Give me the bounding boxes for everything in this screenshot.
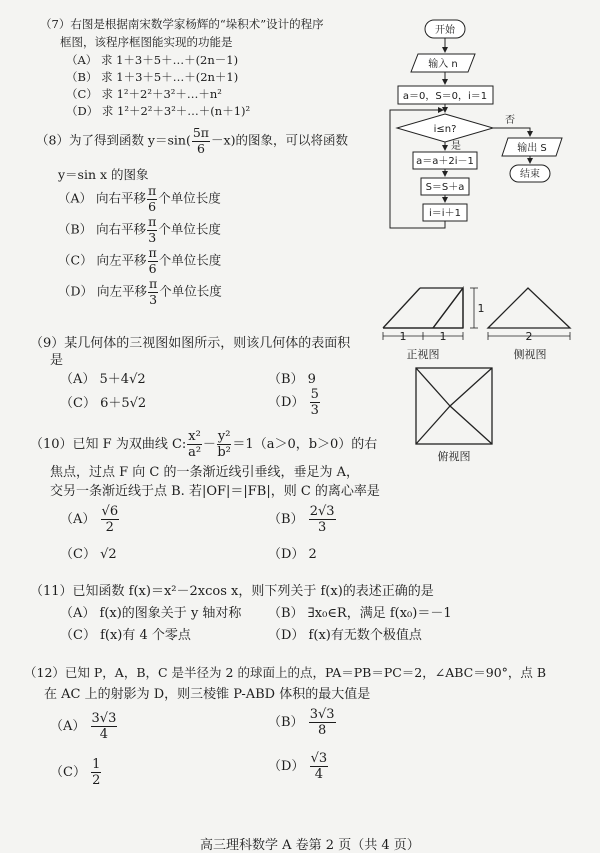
q8-stem: （8）为了得到函数 y＝sin( $\frac{5\pi}{6}$ －x)的图象，可以将函数	[36, 125, 348, 156]
flowchart	[380, 10, 595, 235]
q8-option-d: （D） 向左平移 $\frac{\pi}{3}$ 个单位长度	[58, 276, 222, 307]
q12-option-b: （B） $\frac{3√3}{8}$	[268, 707, 335, 738]
q10-stem-line3: 交另一条渐近线于点 B. 若|OF|＝|FB|，则 C 的离心率是	[50, 484, 380, 499]
q7-stem-line1: （7）右图是根据南宋数学家杨辉的“垛积术”设计的程序	[40, 17, 324, 31]
q12-option-c: （C） $\frac{1}{2}$	[50, 757, 101, 788]
q10-stem-line1: （10）已知 F 为双曲线 C: $\frac{\text{x²}}{\text{a²}}$ － $\frac{\text{y²}}{\text{b²}}$ ＝1（a＞0，b＞0）的右	[30, 429, 378, 460]
q8-stem-line2: y＝sin x 的图象	[58, 167, 149, 182]
flow-start-label: 开始	[435, 25, 455, 36]
q10-option-d: （D） 2	[268, 547, 317, 562]
q12-option-a: （A） $\frac{3√3}{4}$	[50, 711, 117, 742]
q11-option-c: （C） f(x)有 4 个零点	[60, 628, 191, 643]
q7-option-b: （B） 求 1＋3＋5＋…＋(2n＋1)	[66, 70, 239, 84]
q10-option-b: （B） $\frac{2√3}{3}$	[268, 504, 335, 535]
flow-condition-label: i≤n?	[433, 124, 457, 135]
q7-option-a: （A） 求 1＋3＋5＋…＋(2n－1)	[66, 53, 239, 67]
flow-step-s-label: S＝S＋a	[425, 182, 465, 193]
top-view-label: 俯视图	[437, 450, 471, 463]
front-view-shape	[383, 288, 463, 328]
q11-stem: （11）已知函数 f(x)＝x²－2xcos x，则下列关于 f(x)的表述正确的是	[30, 584, 434, 599]
q11-option-b: （B） ∃x₀∈R，满足 f(x₀)＝－1	[268, 606, 452, 621]
q9-stem-line2: 是	[50, 353, 64, 368]
q9-option-b: （B） 9	[268, 372, 316, 387]
q11-option-d: （D） f(x)有无数个极值点	[268, 628, 422, 643]
q10-option-c: （C） √2	[60, 547, 117, 562]
q12-stem-line1: （12）已知 P，A，B，C 是半径为 2 的球面上的点，PA＝PB＝PC＝2，∠ABC＝90°，点 B	[24, 665, 547, 680]
q12-option-d: （D） $\frac{√3}{4}$	[268, 751, 328, 782]
flow-yes-label: 是	[451, 141, 461, 152]
q8-stem-prefix: （8）为了得到函数 y＝sin	[36, 132, 186, 148]
q9-stem-line1: （9）某几何体的三视图如图所示，则该几何体的表面积	[30, 336, 351, 351]
q7-option-d: （D） 求 1²＋2²＋3²＋…＋(n＋1)²	[66, 104, 251, 118]
q8-option-b: （B） 向右平移 $\frac{\pi}{3}$ 个单位长度	[58, 214, 221, 245]
front-dim-left: 1	[399, 330, 407, 343]
flow-end-label: 结束	[520, 169, 540, 180]
front-dim-height: 1	[477, 302, 485, 315]
flow-input-label: 输入 n	[428, 59, 458, 70]
top-view-shape	[416, 368, 492, 444]
q10-stem-line2: 焦点，过点 F 向 C 的一条渐近线引垂线，垂足为 A，	[50, 465, 360, 480]
q8-stem-suffix: －x)的图象，可以将函数	[211, 132, 348, 148]
side-dim-width: 2	[525, 330, 533, 343]
q11-option-a: （A） f(x)的图象关于 y 轴对称	[60, 606, 242, 621]
q9-option-a: （A） 5＋4√2	[60, 372, 146, 387]
flow-output-label: 输出 S	[517, 143, 547, 154]
flow-no-label: 否	[505, 115, 515, 126]
q8-stem-fraction: $\frac{5\pi}{6}$	[192, 125, 210, 156]
flow-step-a-label: a＝a＋2i－1	[416, 156, 474, 167]
q8-option-a: （A） 向右平移 $\frac{\pi}{6}$ 个单位长度	[58, 183, 221, 214]
flow-step-i-label: i＝i＋1	[429, 208, 461, 219]
flow-init-label: a＝0，S＝0，i＝1	[402, 91, 488, 102]
front-view-label: 正视图	[406, 348, 440, 361]
q10-option-a: （A） $\frac{√6}{2}$	[60, 504, 119, 535]
q12-stem-line2: 在 AC 上的射影为 D，则三棱锥 P-ABD 体积的最大值是	[44, 687, 371, 702]
front-dim-right: 1	[439, 330, 447, 343]
three-view-figure	[378, 280, 600, 470]
q9-option-c: （C） 6＋5√2	[60, 396, 147, 411]
side-view-label: 侧视图	[513, 348, 547, 361]
q9-option-d: （D） $\frac{5}{3}$	[268, 387, 319, 418]
q7-option-c: （C） 求 1²＋2²＋3²＋…＋n²	[66, 87, 222, 101]
page-footer: 高三理科数学 A 卷第 2 页（共 4 页）	[200, 838, 420, 853]
q8-option-c: （C） 向左平移 $\frac{\pi}{6}$ 个单位长度	[58, 245, 222, 276]
q7-stem-line2: 框图，该程序框图能实现的功能是	[60, 35, 233, 49]
side-view-shape	[488, 288, 570, 328]
